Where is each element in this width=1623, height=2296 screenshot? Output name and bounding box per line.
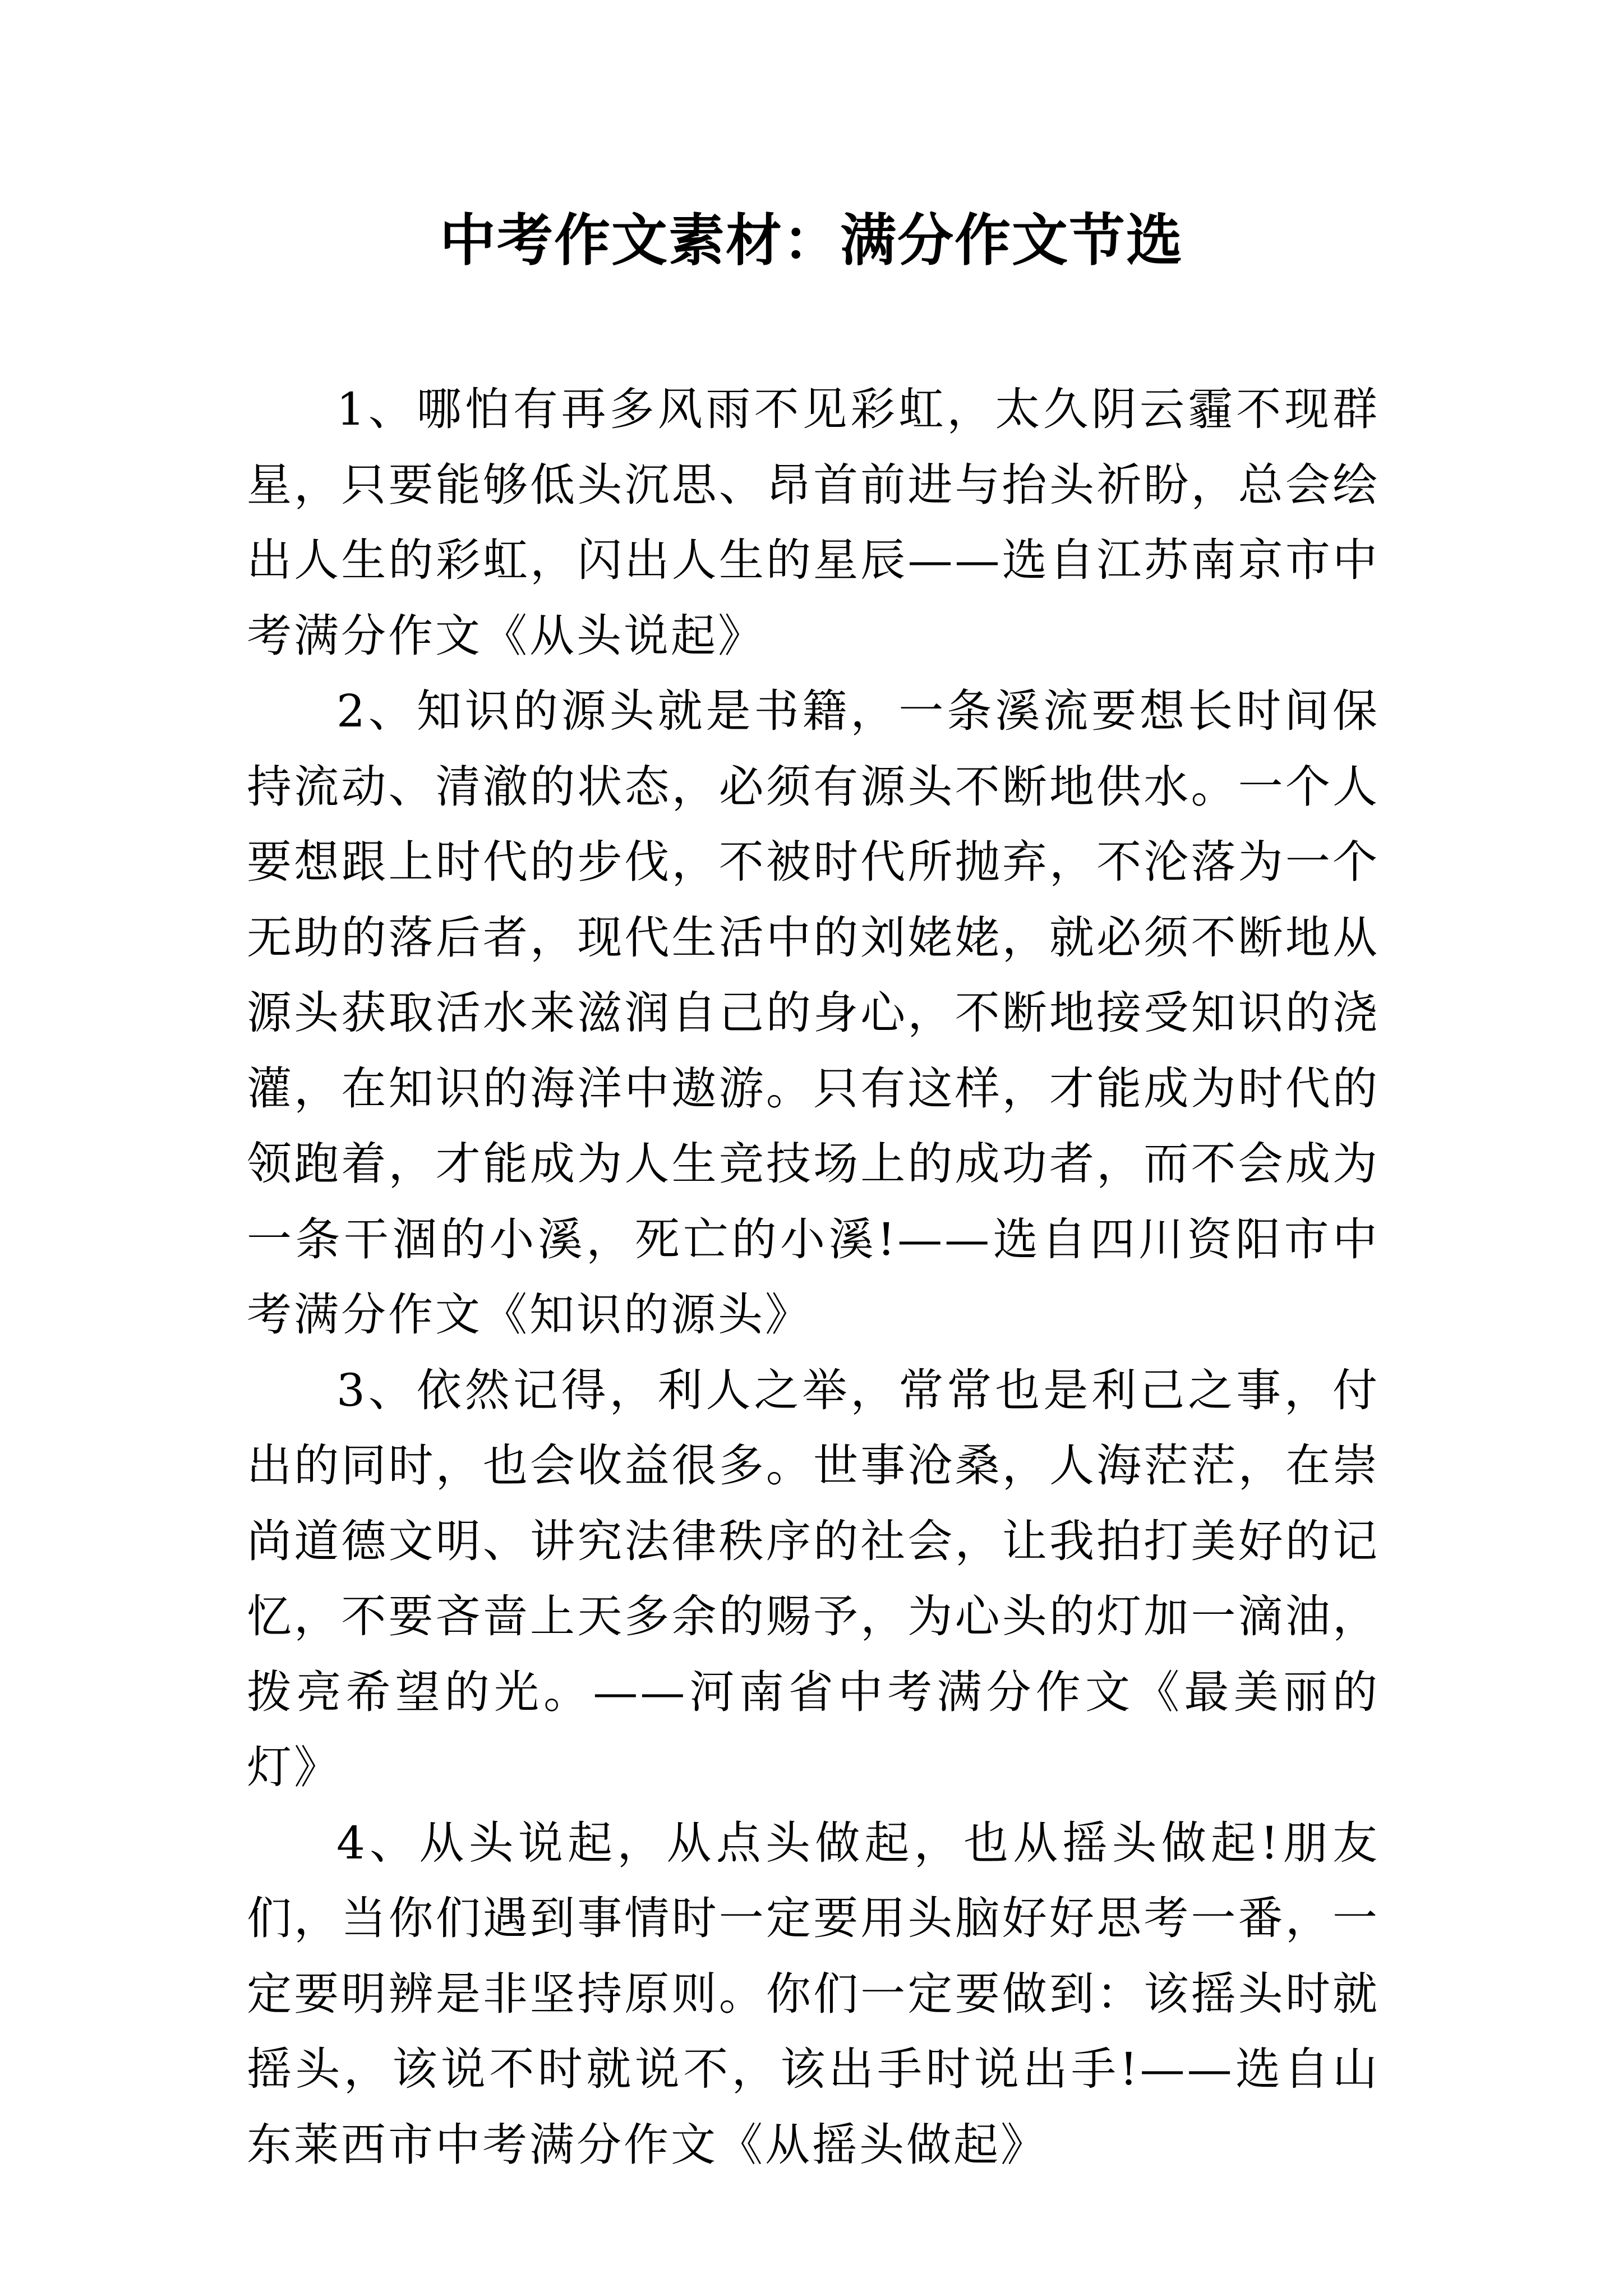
document-title: 中考作文素材：满分作文节选 xyxy=(440,207,1183,273)
paragraph-1: 1、哪怕有再多风雨不见彩虹，太久阴云霾不现群星，只要能够低头沉思、昂首前进与抬头祈盼，总会绘出人生的彩虹，闪出人生的星辰——选自江苏南京市中考满分作文《从头说起》 xyxy=(247,383,1380,662)
document-body xyxy=(247,372,1380,2183)
paragraph-3: 3、依然记得，利人之举，常常也是利己之事，付出的同时，也会收益很多。世事沧桑，人海茫茫，在崇尚道德文明、讲究法律秩序的社会，让我拍打美好的记忆，不要吝啬上天多余的赐予，为心头的灯加一滴油，拨亮希望的光。——河南省中考满分作文《最美丽的灯》 xyxy=(247,1364,1380,1793)
paragraph-2: 2、知识的源头就是书籍，一条溪流要想长时间保持流动、清澈的状态，必须有源头不断地供水。一个人要想跟上时代的步伐，不被时代所抛弃，不沦落为一个无助的落后者，现代生活中的刘姥姥，就必须不断地从源头获取活水来滋润自己的身心，不断地接受知识的浇灌，在知识的海洋中遨游。只有这样，才能成为时代的领跑着，才能成为人生竞技场上的成功者，而不会成为一条干涸的小溪，死亡的小溪!——选自四川资阳市中考满分作文《知识的源头》 xyxy=(247,685,1380,1341)
paragraph-4: 4、从头说起，从点头做起，也从摇头做起!朋友们，当你们遇到事情时一定要用头脑好好思考一番，一定要明辨是非坚持原则。你们一定要做到：该摇头时就摇头，该说不时就说不，该出手时说出手!——选自山东莱西市中考满分作文《从摇头做起》 xyxy=(247,1816,1380,2171)
